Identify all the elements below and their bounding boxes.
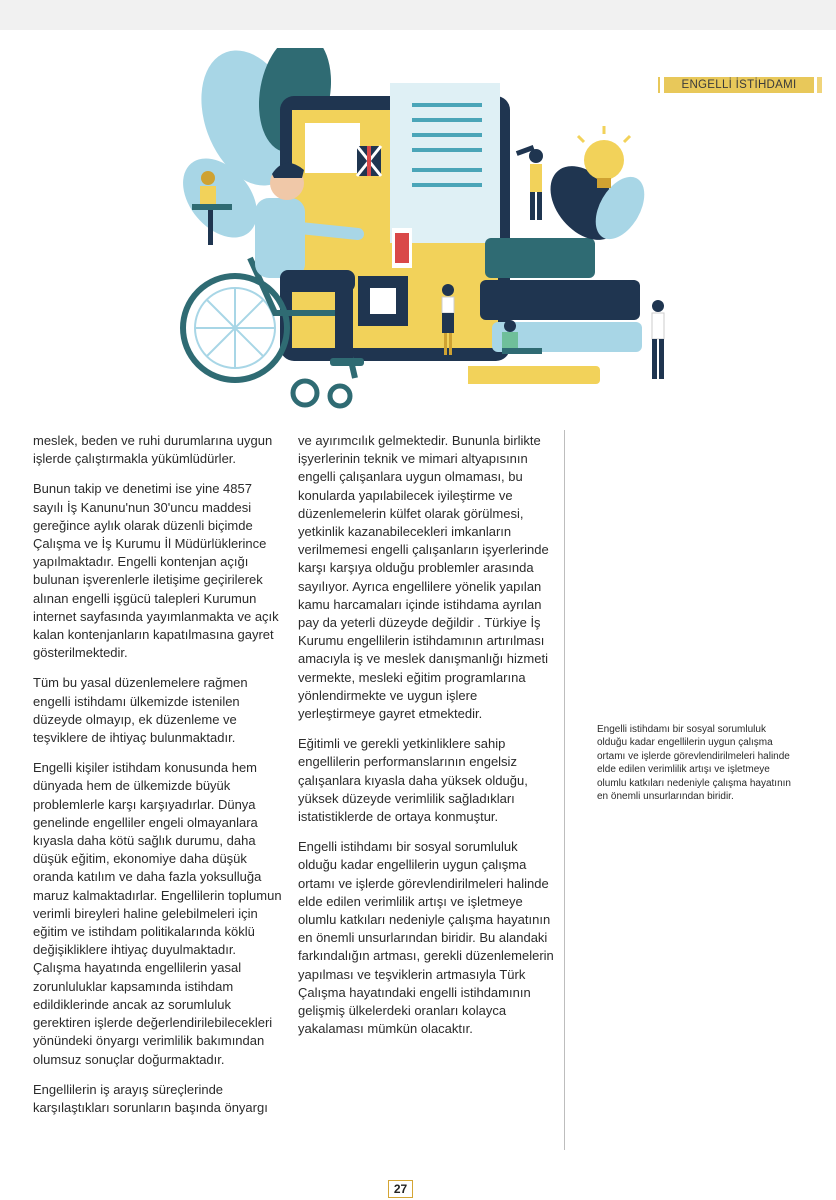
- article-column-2: [298, 432, 556, 1051]
- disability-employment-illustration: [180, 48, 680, 418]
- page-number: 27: [388, 1180, 413, 1198]
- paragraph: Engelli istihdamı bir sosyal sorumluluk olduğu kadar engellilerin uygun çalışma ortamı ve işlerde görevlendirilmeleri halinde elde edilen verimlilik artışı ve işletmeye olumlu katkıları nedeniyle çalışma hayatının en önemli unsurlarından biridir. Bu alandaki farkındalığın artması, gerekli düzenlemelerin yapılması ve teşviklerin artmasıyla Türk Çalışma hayatındaki engelli istihdamının gelişmiş ülkelerdeki oranları kolayca yakalaması mümkün olacaktır.: [298, 839, 554, 1037]
- person-telescope-illustration: [516, 145, 543, 220]
- pencil-illustration: [450, 366, 600, 384]
- paragraph: Tüm bu yasal düzenlemelere rağmen engelli istihdamı ülkemizde istenilen düzeyde olmayıp, ek düzenleme ve teşviklere de ihtiyaç bulunmaktadır.: [33, 675, 248, 746]
- paragraph: meslek, beden ve ruhi durumlarına uygun işlerde çalıştırmakla yükümlüdürler.: [33, 433, 273, 467]
- pull-quote-sidenote: Engelli istihdamı bir sosyal sorumluluk olduğu kadar engellilerin uygun çalışma ortamı ve işlerde görevlendirilmeleri halinde elde edilen verimlilik artışı ve işletmeye olumlu katkıları nedeniyle çalışma hayatının en önemli unsurlarından biridir.: [597, 724, 791, 803]
- paragraph: Engelli kişiler istihdam konusunda hem dünyada hem de ülkemizde büyük problemlerle karşı karşıyadırlar. Dünya genelinde engelliler engeli olmayanlara kıyasla daha kötü sağlık durumu, daha düşük eğitim, ekonomiye daha düşük oranda katılım ve daha fazla yoksulluğa maruz kalmaktadırlar. Engellilerin toplumun verimli bireyleri haline gelebilmeleri için eğitim ve istihdam politikalarında köklü değişikliklere ihtiyaç duyulmaktadır. Çalışma hayatında engellilerin yasal zorunluluklar kapsamında istihdam edildiklerinde ancak az sorumluluk gerektiren işlerde değerlendirilebilecekleri yönündeki önyargı verimlilik bakımından olumsuz sonuçlar doğurmaktadır.: [33, 760, 282, 1067]
- uk-flag-icon: [357, 146, 381, 176]
- section-tag: ENGELLİ İSTİHDAMI: [664, 77, 814, 93]
- column-divider: [564, 430, 565, 1150]
- scan-top-band: [0, 0, 836, 30]
- paragraph: Eğitimli ve gerekli yetkinliklere sahip engellilerin performanslarının engelsiz çalışanlara kıyasla daha yüksek olduğu, yüksek düzeyde verimlilik sağladıkları istatistiklerde de ortaya konmuştur.: [298, 736, 528, 825]
- paragraph: Bunun takip ve denetimi ise yine 4857 sayılı İş Kanunu'nun 30'uncu maddesi gereğince aylık olarak düzenli biçimde Çalışma ve İş Kurumu İl Müdürlüklerince yapılmaktadır. Engelli kontenjan açığı bulunan işverenlerle iletişime geçirilerek alınan engelli işgücü talepleri Kurumun internet sayfasında yayımlanmakta ve açık kalan kontenjanların kapatılmasına gayret gösterilmektedir.: [33, 481, 279, 661]
- paragraph: Engellilerin iş arayış süreçlerinde karşılaştıkları sorunların başında önyargı: [33, 1081, 268, 1115]
- paragraph: ve ayırımcılık gelmektedir. Bununla birlikte işyerlerinin teknik ve mimari altyapısının engelli çalışanlara uygun olmaması, bu konularda yapılabilecek iyileştirme ve düzenlemelerin külfet olarak görülmesi, yetkinlik kazanabilecekleri imkanların verilmemesi engelli çalışanların işyerlerinde karşı karşıya olduğu problemler arasında sayılıyor. Ayrıca engellilere yönelik yapılan kamu harcamaları içinde istihdama ayrılan pay da yeterli düzeyde değildir . Türkiye İş Kurumu engellilerin istihdamının artırılması amacıyla iş ve meslek danışmanlığı hizmeti vermekte, mesleki eğitim programlarına yönlendirmekte ve uygun işlere yerleştirmeye gayret etmektedir.: [298, 433, 549, 722]
- article-column-1: [33, 432, 283, 1129]
- person-right-illustration: [652, 300, 664, 379]
